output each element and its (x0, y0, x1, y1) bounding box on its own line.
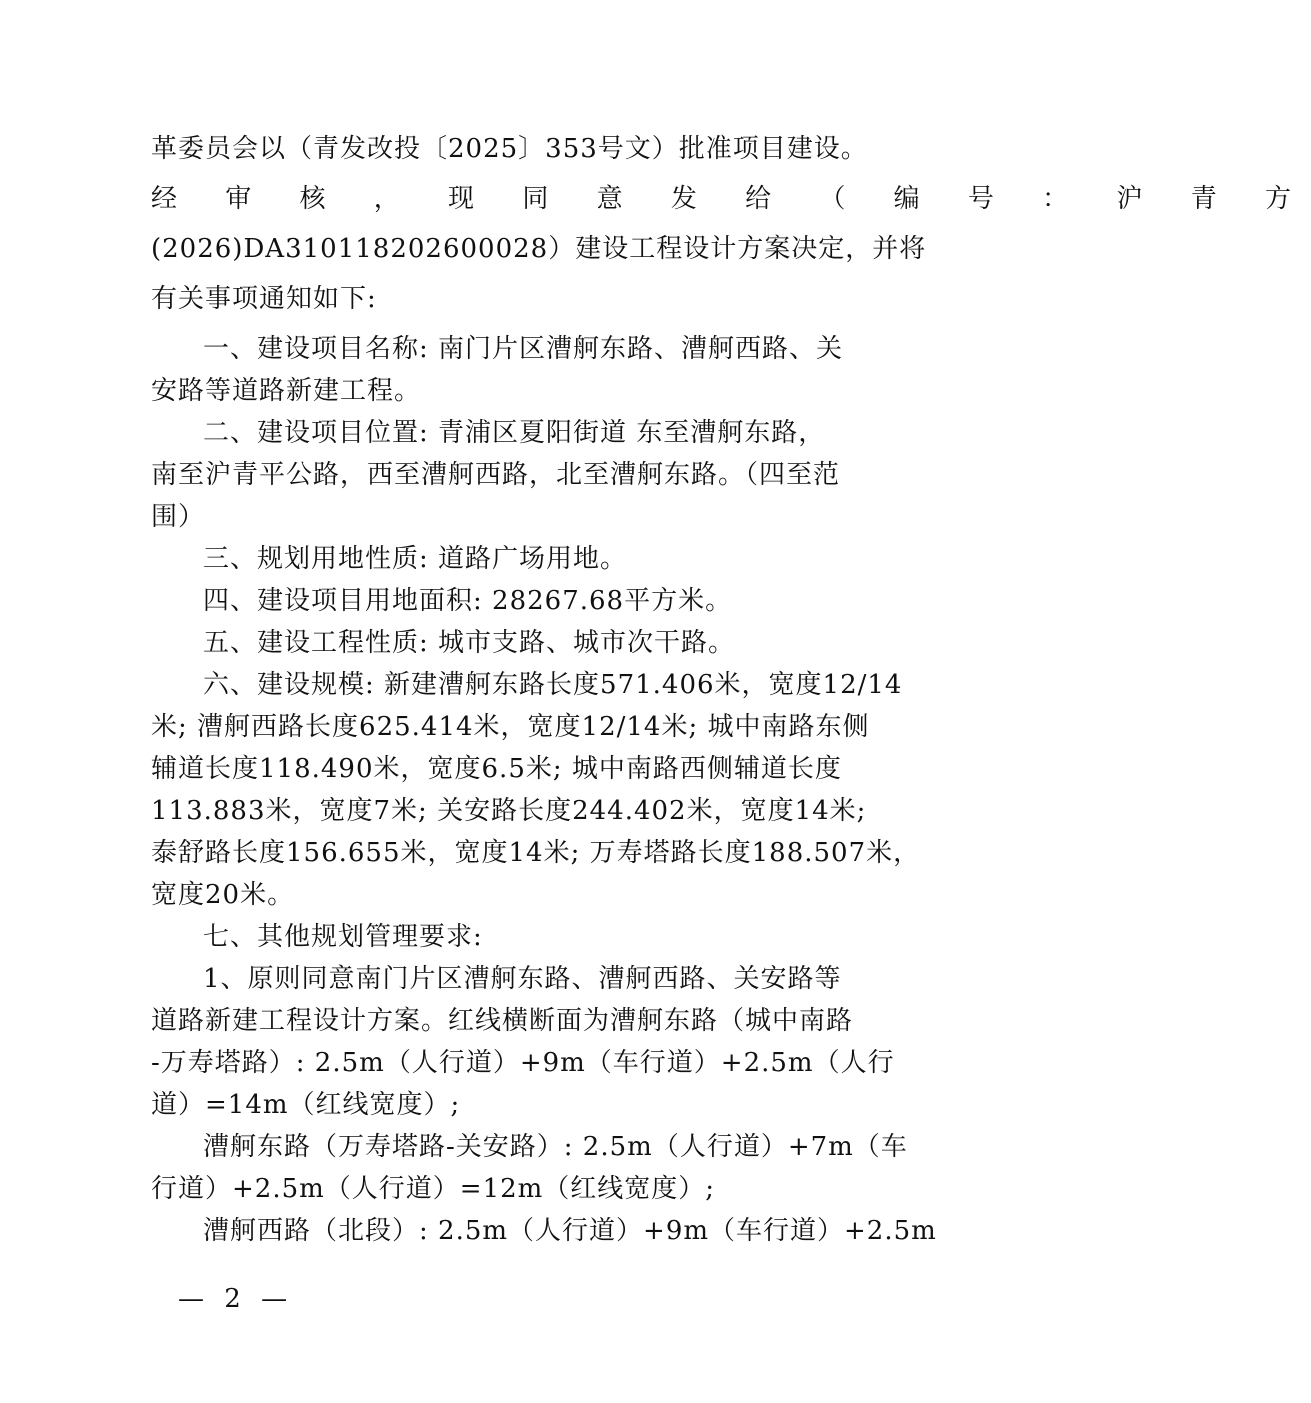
text-line: 安路等道路新建工程。 (151, 376, 422, 406)
text-line: 五、建设工程性质: 城市支路、城市次干路。 (203, 628, 736, 658)
document-body (151, 128, 1311, 1252)
text-line: 道路新建工程设计方案。红线横断面为漕舸东路（城中南路 (151, 1006, 854, 1036)
text-line: 围） (151, 502, 206, 532)
text-line: 漕舸西路（北段）: 2.5m（人行道）+9m（车行道）+2.5m (203, 1216, 937, 1246)
text-line: 113.883米，宽度7米; 关安路长度244.402米，宽度14米; (151, 796, 867, 826)
text-line: 有关事项通知如下: (151, 284, 377, 314)
text-line: 七、其他规划管理要求: (203, 922, 483, 952)
text-line: 四、建设项目用地面积: 28267.68平方米。 (203, 586, 733, 616)
text-line: 一、建设项目名称: 南门片区漕舸东路、漕舸西路、关 (203, 334, 844, 364)
text-line: 泰舒路长度156.655米，宽度14米; 万寿塔路长度188.507米， (151, 838, 921, 868)
text-line: 道）=14m（红线宽度）; (151, 1090, 461, 1120)
text-line: 1、原则同意南门片区漕舸东路、漕舸西路、关安路等 (203, 964, 842, 994)
text-line: 经 审 核 ， 现 同 意 发 给 （ 编 号 ： 沪 青 方 (151, 184, 1311, 214)
text-line: 六、建设规模: 新建漕舸东路长度571.406米，宽度12/14 (203, 670, 903, 700)
page-number: — 2 — (178, 1284, 294, 1314)
text-line: 辅道长度118.490米，宽度6.5米; 城中南路西侧辅道长度 (151, 754, 842, 784)
text-line: 宽度20米。 (151, 880, 295, 910)
text-line: 三、规划用地性质: 道路广场用地。 (203, 544, 628, 574)
text-line: -万寿塔路）: 2.5m（人行道）+9m（车行道）+2.5m（人行 (151, 1048, 895, 1078)
text-line: 南至沪青平公路，西至漕舸西路，北至漕舸东路。（四至范 (151, 460, 841, 490)
text-line: (2026)DA310118202600028）建设工程设计方案决定，并将 (151, 234, 927, 264)
text-line: 米; 漕舸西路长度625.414米，宽度12/14米; 城中南路东侧 (151, 712, 870, 742)
text-line: 行道）+2.5m（人行道）=12m（红线宽度）; (151, 1174, 716, 1204)
text-line: 漕舸东路（万寿塔路-关安路）: 2.5m（人行道）+7m（车 (203, 1132, 908, 1162)
text-line: 二、建设项目位置: 青浦区夏阳街道 东至漕舸东路， (203, 418, 826, 448)
text-line: 革委员会以（青发改投〔2025〕353号文）批准项目建设。 (151, 134, 868, 164)
